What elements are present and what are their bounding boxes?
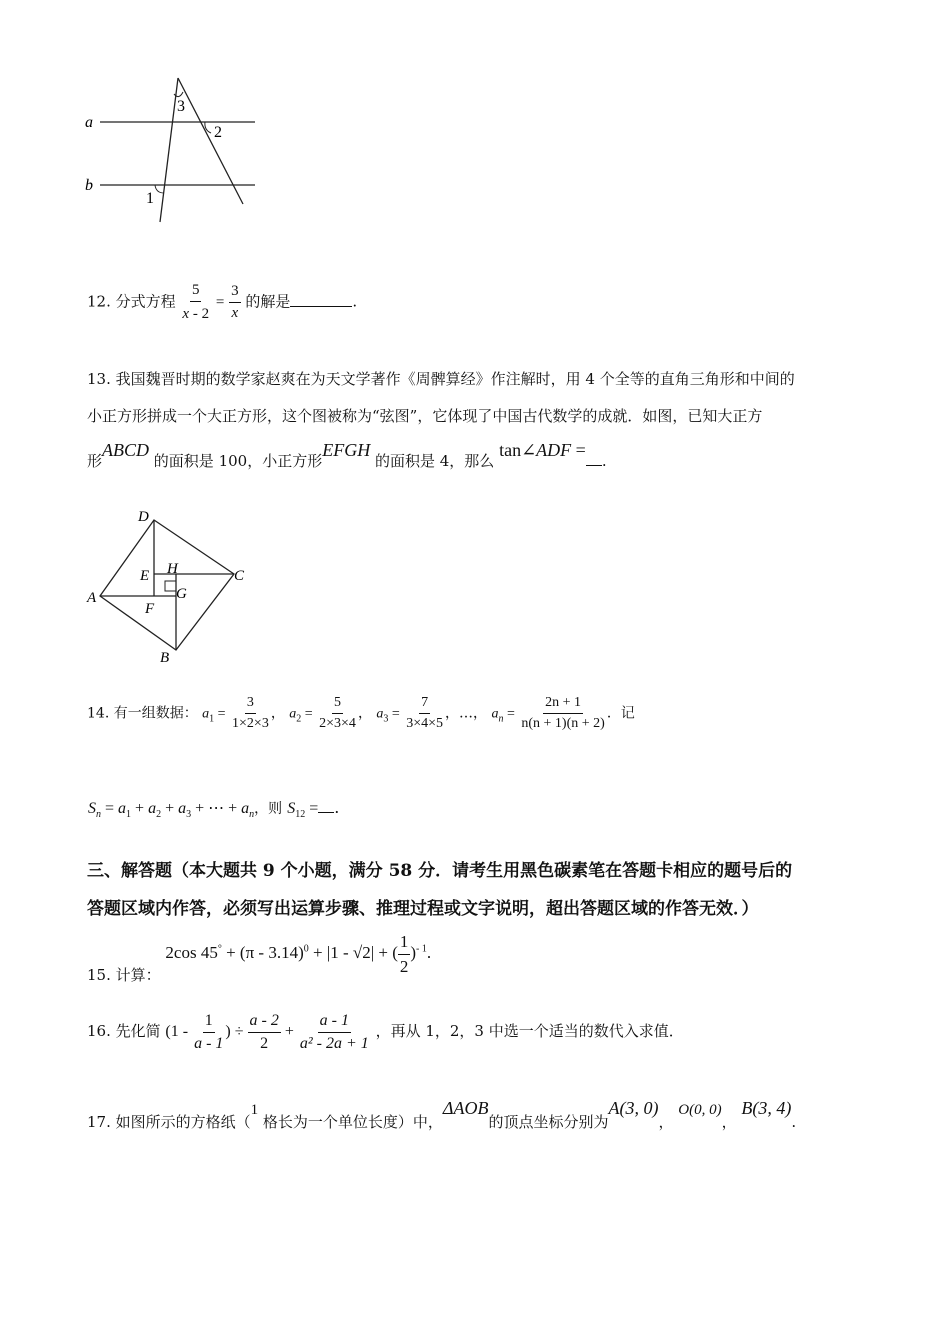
q14-prefix: 14. 有一组数据： — [87, 705, 198, 722]
q15-half-fraction — [398, 932, 411, 977]
q14-a2-den: 2×3×4 — [319, 716, 356, 731]
q14-an-num: 2n + 1 — [543, 695, 583, 714]
q14-s12: S — [287, 800, 296, 817]
q14-answer-blank[interactable] — [318, 812, 334, 813]
q16-f1-den: a - 1 — [194, 1035, 224, 1052]
q14-sum-a2-sub: 2 — [156, 809, 162, 821]
q16-fraction-2 — [248, 1012, 281, 1053]
q15-abs-term: + |1 - √2| + ( — [308, 943, 398, 963]
q14-dots: … — [459, 705, 474, 722]
q14-comma-2: ， — [357, 705, 372, 722]
q13-line2: 小正方形拼成一个大正方形，这个图被称为“弦图”，它体现了中国古代数学的成就．如图，已知大正方 — [87, 407, 763, 425]
q16-divide: ) ÷ — [225, 1023, 248, 1041]
q14-a3-fraction — [404, 695, 445, 732]
point-f-label: F — [145, 601, 155, 617]
question-14 — [87, 695, 635, 732]
q14-s12-sub: 12 — [295, 809, 306, 821]
q16-f1-num: 1 — [203, 1012, 215, 1033]
q12-equals: = — [215, 294, 225, 311]
q13-text-b: 的面积是 100，小正方形 — [153, 452, 323, 470]
question-17 — [87, 1098, 797, 1131]
q14-a3-eq: = — [388, 706, 400, 722]
q12-left-den-rest: - 2 — [189, 306, 210, 322]
point-g-label: G — [176, 586, 187, 602]
q12-left-fraction — [180, 282, 211, 323]
q14-a1-sub: 1 — [209, 713, 215, 725]
q13-text-c: 的面积是 4，那么 — [374, 452, 495, 470]
q12-left-den-x: x — [182, 306, 190, 322]
q14-a3-den: 3×4×5 — [406, 716, 444, 731]
question-12 — [87, 282, 357, 323]
q14-a3-a: a — [376, 706, 384, 722]
q15-power-neg1: - 1 — [416, 943, 427, 955]
line-a-label: a — [85, 114, 93, 131]
q14-a3-num: 7 — [419, 695, 430, 714]
q17-one: 1 — [250, 1102, 259, 1118]
q14-sum-eq: = — [101, 800, 119, 817]
q14-a1-a: a — [202, 706, 210, 722]
q14-a2-num: 5 — [332, 695, 343, 714]
q16-plus: + — [280, 1023, 298, 1041]
q14-a3-sub: 3 — [383, 713, 389, 725]
q14-sum-plus-2: + — [161, 800, 179, 817]
q14-a2-eq: = — [301, 706, 313, 722]
q14-an-a: a — [491, 706, 499, 722]
section-3-line1: 三、解答题（本大题共 9 个小题，满分 58 分．请考生用黑色碳素笔在答题卡相应的题号后的 — [87, 861, 793, 881]
angle-3-label: 3 — [177, 98, 185, 115]
q15-degree: ° — [217, 943, 222, 955]
angle-2-label: 2 — [214, 124, 222, 141]
q17-prefix: 17. 如图所示的方格纸（ — [87, 1113, 251, 1131]
q12-end: . — [352, 292, 358, 311]
q17-sep-2: ， — [721, 1113, 737, 1131]
q13-abcd: ABCD — [102, 440, 150, 460]
q16-prefix: 16. 先化简 — [87, 1022, 161, 1041]
q14-a1-den: 1×2×3 — [232, 716, 269, 731]
zhao-shuang-diagram — [80, 500, 260, 675]
question-15 — [87, 932, 432, 985]
q12-answer-blank[interactable] — [290, 306, 352, 307]
q17-point-a: A(3, 0) — [608, 1098, 659, 1118]
parallel-lines-figure — [80, 70, 270, 230]
q16-f2-den: 2 — [260, 1035, 269, 1052]
q15-prefix: 15. 计算： — [87, 966, 161, 985]
q14-comma-3: ， — [445, 705, 460, 722]
q14-sum-s: S — [88, 800, 96, 817]
q14-sum-line — [88, 798, 339, 820]
q15-half-num: 1 — [398, 932, 411, 955]
q13-text-a: 形 — [87, 452, 103, 470]
q17-mid2: 的顶点坐标分别为 — [488, 1113, 609, 1131]
q16-f2-num: a - 2 — [248, 1012, 281, 1033]
q14-sum-a3: a — [178, 800, 187, 817]
q14-a1-eq: = — [214, 706, 226, 722]
q14-a2-a: a — [289, 706, 297, 722]
question-16 — [87, 1012, 684, 1053]
section-3-line2: 答题区域内作答，必须写出运算步骤、推理过程或文字说明，超出答题区域的作答无效．） — [87, 899, 759, 919]
q13-adf: ADF — [536, 440, 572, 460]
q14-an-sub: n — [498, 713, 504, 725]
q13-end: . — [601, 452, 607, 470]
q14-final-eq: = — [305, 800, 319, 817]
q17-end: . — [791, 1113, 797, 1131]
q12-left-numerator: 5 — [190, 282, 202, 302]
q14-a1-fraction — [230, 695, 271, 732]
q14-final-end: . — [334, 798, 340, 817]
q13-efgh: EFGH — [322, 440, 371, 460]
q14-comma-1: ， — [270, 705, 285, 722]
q14-a2-sub: 2 — [296, 713, 302, 725]
q12-right-fraction — [229, 283, 241, 322]
q16-suffix: ，再从 1，2，3 中选一个适当的数代入求值． — [375, 1022, 684, 1041]
q17-point-o: O(0, 0) — [678, 1102, 722, 1118]
q14-an-den: n(n + 1)(n + 2) — [521, 716, 605, 731]
q15-close-paren: ) — [410, 943, 417, 963]
q15-cos-term: 2cos 45 — [165, 943, 218, 963]
q16-fraction-3 — [298, 1012, 371, 1053]
q16-fraction-1 — [192, 1012, 225, 1053]
q14-comma-4: ， — [473, 705, 488, 722]
q14-sum-a1: a — [118, 800, 127, 817]
q17-mid: 格长为一个单位长度）中， — [258, 1113, 443, 1131]
q13-line1: 13. 我国魏晋时期的数学家赵爽在为天文学著作《周髀算经》作注解时，用 4 个全等的直角三角形和中间的 — [87, 370, 795, 388]
q14-sum-n: n — [96, 809, 101, 821]
q16-open-paren: (1 - — [165, 1023, 193, 1041]
q14-sum-a3-sub: 3 — [186, 809, 192, 821]
q13-line3 — [87, 440, 607, 471]
q12-right-numerator: 3 — [229, 283, 241, 303]
q17-triangle: ΔAOB — [442, 1098, 489, 1118]
q14-sum-an: a — [241, 800, 250, 817]
q14-sum-a2: a — [148, 800, 157, 817]
q12-prefix: 12. 分式方程 — [87, 292, 176, 311]
q13-equals: = — [571, 440, 586, 460]
q15-pi-term: + (π - 3.14) — [221, 943, 304, 963]
q17-sep-1: ， — [658, 1113, 674, 1131]
q15-power-zero: 0 — [303, 943, 309, 955]
q13-answer-blank[interactable] — [586, 465, 602, 466]
q16-f3-num: a - 1 — [318, 1012, 351, 1033]
q14-a1-num: 3 — [245, 695, 256, 714]
q16-f3-den: a² - 2a + 1 — [299, 1035, 369, 1052]
angle-1-label: 1 — [146, 190, 154, 207]
q14-a2-fraction — [317, 695, 358, 732]
q14-end: ．记 — [606, 705, 635, 722]
point-b-label: B — [160, 650, 170, 666]
q14-an-fraction — [519, 695, 606, 732]
q14-sum-plus-1: + — [131, 800, 149, 817]
point-h-label: H — [167, 561, 178, 577]
q15-end: . — [426, 943, 432, 963]
q14-sum-a1-sub: 1 — [126, 809, 132, 821]
point-d-label: D — [138, 509, 149, 525]
q14-sum-dots: + ⋯ + — [191, 800, 242, 817]
line-b-label: b — [85, 177, 93, 194]
q14-an-eq: = — [503, 706, 515, 722]
q14-then: ，则 — [254, 801, 283, 817]
q13-tan: tan∠ — [499, 440, 537, 460]
q12-suffix: 的解是 — [245, 292, 291, 311]
q15-half-den: 2 — [399, 957, 409, 976]
q17-point-b: B(3, 4) — [741, 1098, 792, 1118]
q14-sum-an-sub: n — [249, 809, 255, 821]
q12-right-den: x — [231, 305, 239, 321]
point-c-label: C — [234, 568, 245, 584]
point-a-label: A — [87, 590, 97, 606]
point-e-label: E — [140, 568, 150, 584]
